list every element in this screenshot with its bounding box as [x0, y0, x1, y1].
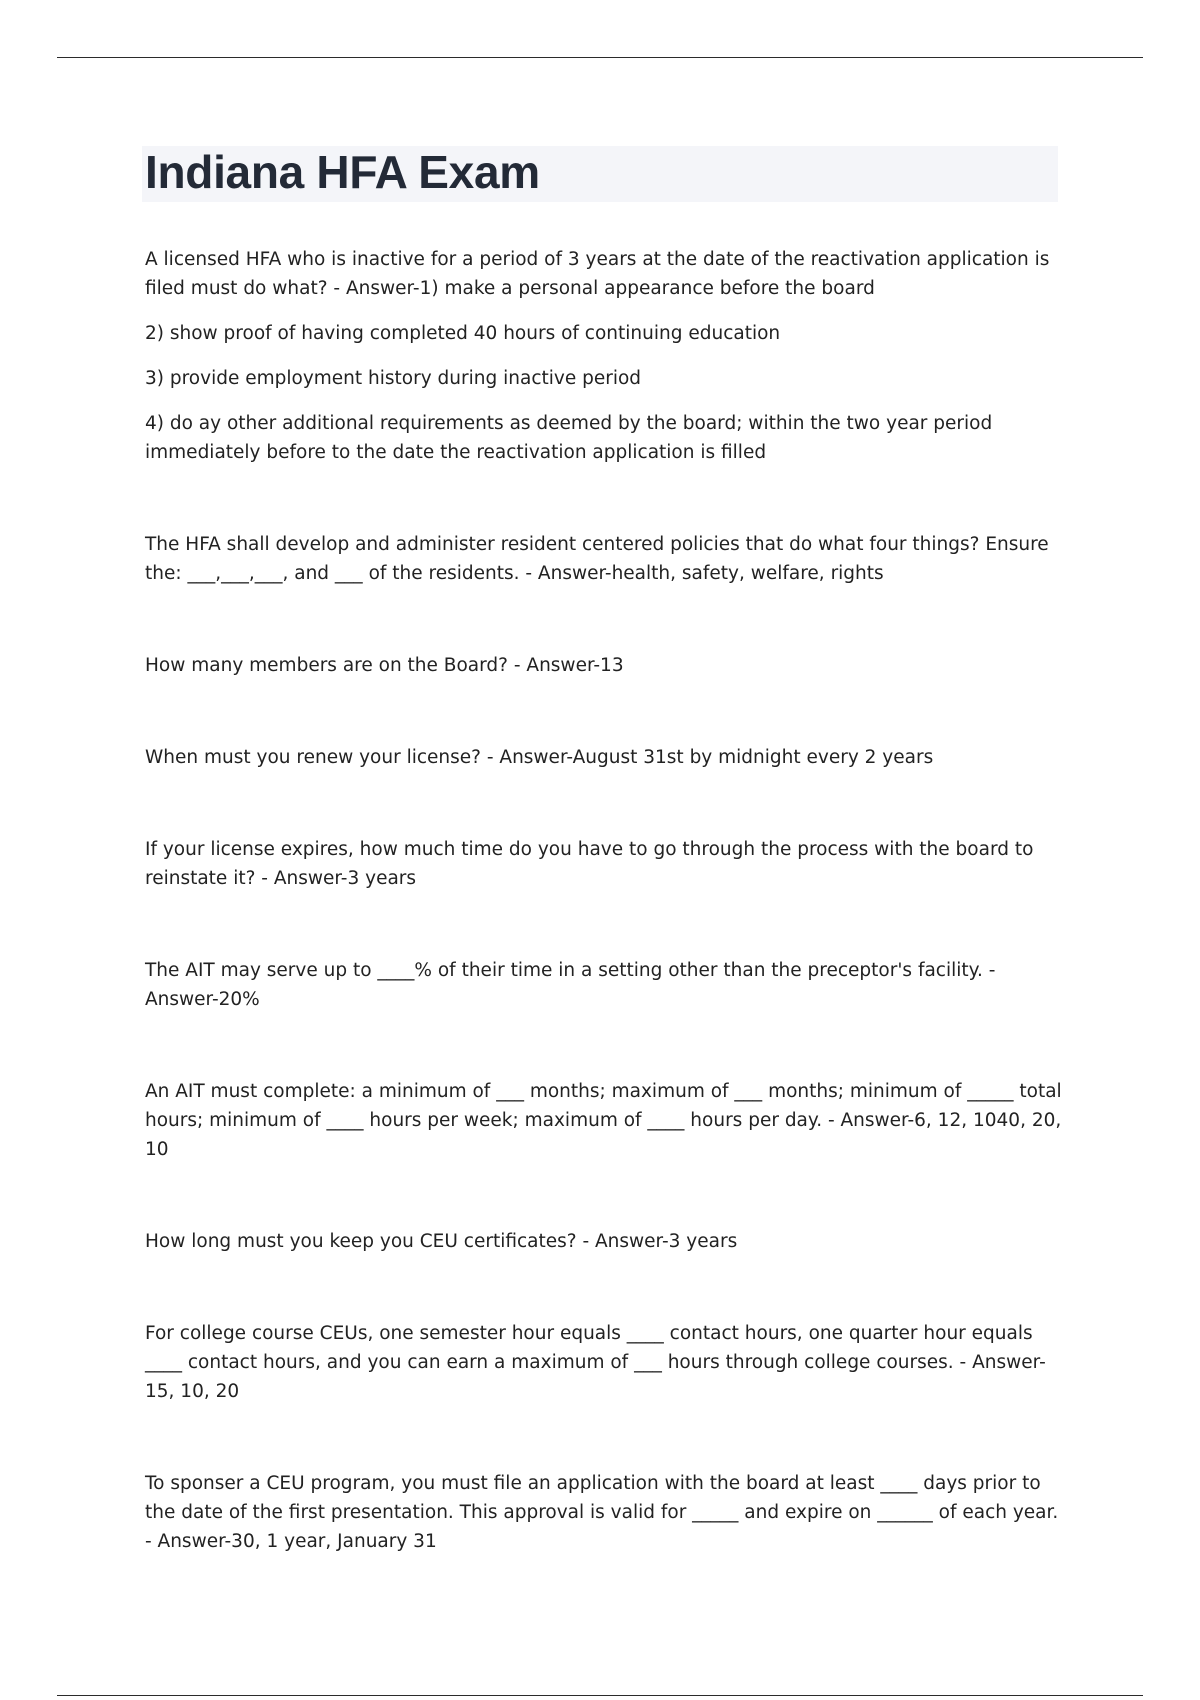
- qa-text: How many members are on the Board? - Answer-13: [145, 655, 624, 676]
- bottom-rule: [57, 1695, 1143, 1696]
- top-rule: [57, 57, 1143, 58]
- qa-text: The AIT may serve up to ____% of their time in a setting other than the preceptor's facility. - Answer-20%: [145, 960, 996, 1010]
- qa-text: 4) do ay other additional requirements as deemed by the board; within the two year period immediately before to the date the reactivation application is filled: [145, 413, 993, 463]
- qa-text: If your license expires, how much time do you have to go through the process with the board to reinstate it? - Answer-3 years: [145, 839, 1034, 889]
- qa-item: [145, 530, 1065, 588]
- qa-item: [145, 651, 1065, 680]
- qa-item: [145, 835, 1065, 893]
- qa-text: To sponser a CEU program, you must file an application with the board at least ____ days prior to the date of the first presentation. This approval is valid for _____ and expire on ______ of each year. - Answer-30, 1 year, January 31: [145, 1473, 1059, 1552]
- qa-item: [145, 1227, 1065, 1256]
- qa-item: [145, 1469, 1065, 1556]
- qa-text: An AIT must complete: a minimum of ___ months; maximum of ___ months; minimum of _____ total hours; minimum of ____ hours per week; maximum of ____ hours per day. - Answer-6, 12, 1040, 20, 10: [145, 1081, 1062, 1160]
- qa-text: 2) show proof of having completed 40 hours of continuing education: [145, 323, 781, 344]
- qa-text: When must you renew your license? - Answer-August 31st by midnight every 2 years: [145, 747, 934, 768]
- qa-list: [145, 245, 1065, 1556]
- qa-text: The HFA shall develop and administer resident centered policies that do what four things? Ensure the: ___,___,___, and ___ of the residents. - Answer-health, safety, welfare, rights: [145, 534, 1049, 584]
- qa-item: [145, 245, 1065, 467]
- qa-text: How long must you keep you CEU certificates? - Answer-3 years: [145, 1231, 738, 1252]
- qa-item: [145, 1319, 1065, 1406]
- qa-text: A licensed HFA who is inactive for a period of 3 years at the date of the reactivation application is filed must do what? - Answer-1) make a personal appearance before the board: [145, 249, 1050, 299]
- qa-text: 3) provide employment history during inactive period: [145, 368, 642, 389]
- page-title: Indiana HFA Exam: [145, 146, 540, 198]
- qa-text: For college course CEUs, one semester hour equals ____ contact hours, one quarter hour equals ____ contact hours, and you can earn a maximum of ___ hours through college courses. - Answer-15, 10, 20: [145, 1323, 1046, 1402]
- qa-item: [145, 743, 1065, 772]
- qa-item: [145, 1077, 1065, 1164]
- qa-item: [145, 956, 1065, 1014]
